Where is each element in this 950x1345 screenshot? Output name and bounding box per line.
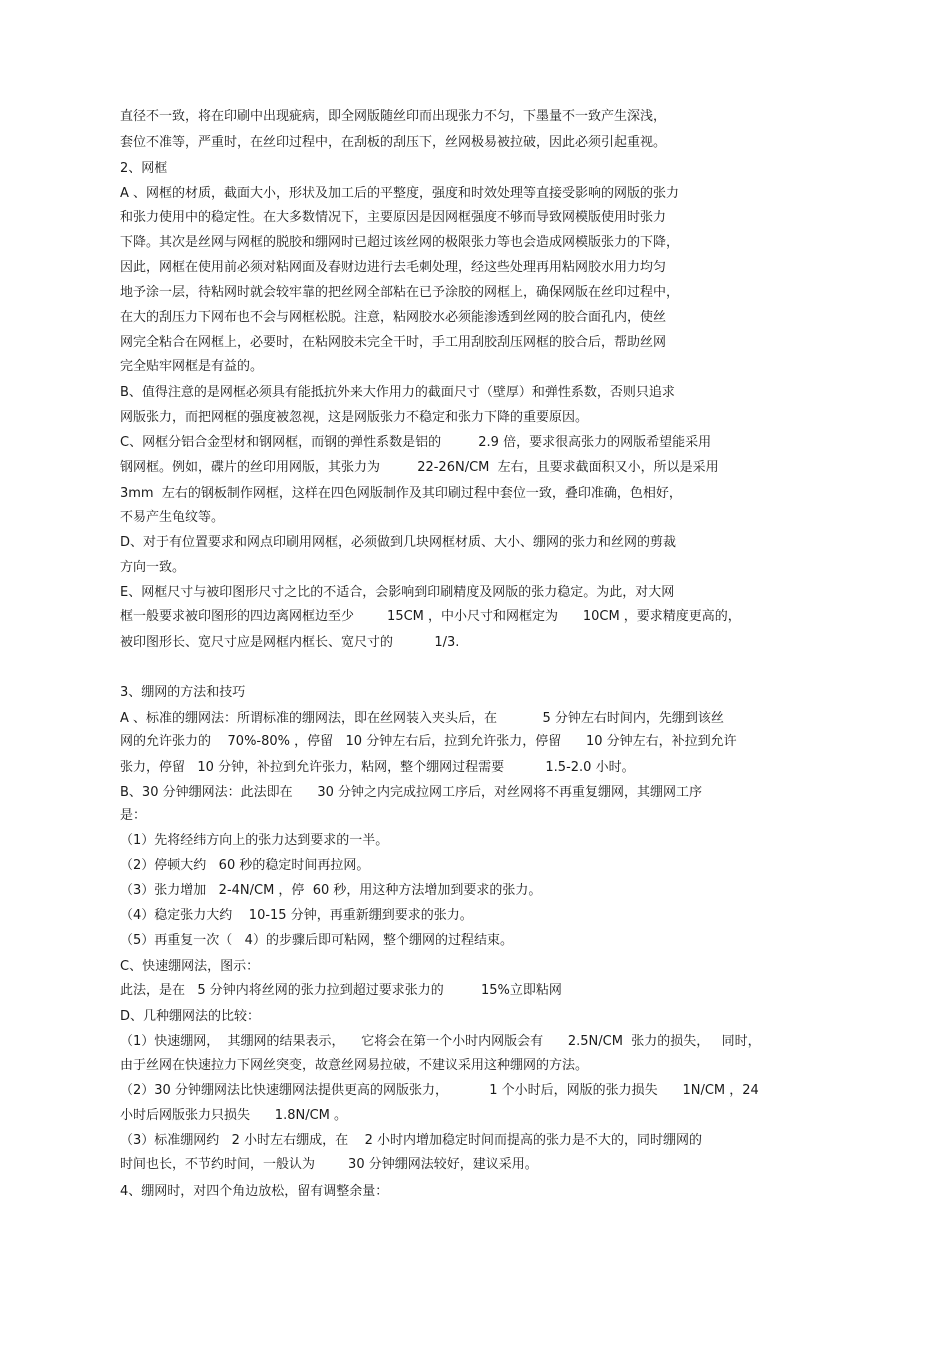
text-line: 3mm 左右的钢板制作网框，这样在四色网版制作及其印刷过程中套位一致，叠印准确，色相好， — [120, 486, 682, 501]
text-line: 不易产生龟纹等。 — [120, 510, 225, 525]
section-heading: 3、绷网的方法和技巧 — [120, 685, 246, 700]
list-item: （4）稳定张力大约 10-15 分钟，再重新绷到要求的张力。 — [120, 908, 473, 923]
section-heading: 2、网框 — [120, 161, 168, 176]
text-line: B、30 分钟绷网法：此法即在 30 分钟之内完成拉网工序后，对丝网将不再重复绷网，其绷网工序 — [120, 785, 703, 800]
text-line: 小时后网版张力只损失 1.8N/CM 。 — [120, 1108, 347, 1123]
list-item: （3）张力增加 2-4N/CM ，停 60 秒，用这种方法增加到要求的张力。 — [120, 883, 542, 898]
text-line: 网版张力，而把网框的强度被忽视，这是网版张力不稳定和张力下降的重要原因。 — [120, 410, 589, 425]
text-line: E、网框尺寸与被印图形尺寸之比的不适合，会影响到印刷精度及网版的张力稳定。为此，对大网 — [120, 585, 675, 600]
text-line: B、值得注意的是网框必须具有能抵抗外来大作用力的截面尺寸（壁厚）和弹性系数，否则只追求 — [120, 385, 675, 400]
text-line: 时间也长，不节约时间，一般认为 30 分钟绷网法较好，建议采用。 — [120, 1157, 538, 1172]
text-line: 和张力使用中的稳定性。在大多数情况下，主要原因是因网框强度不够而导致网模版使用时张力 — [120, 210, 667, 225]
text-line: 方向一致。 — [120, 560, 186, 575]
text-line: 框一般要求被印图形的四边离网框边至少 15CM ，中小尺寸和网框定为 10CM ，要求精度更高的， — [120, 609, 741, 624]
text-line: C、快速绷网法，图示： — [120, 959, 260, 974]
text-line: D、对于有位置要求和网点印刷用网框，必须做到几块网框材质、大小、绷网的张力和丝网的剪裁 — [120, 535, 677, 550]
text-line: 下降。其次是丝网与网框的脱胶和绷网时已超过该丝网的极限张力等也会造成网模版张力的下降， — [120, 235, 680, 250]
list-item: （1）快速绷网， 其绷网的结果表示， 它将会在第一个小时内网版会有 2.5N/CM 张力的损失， 同时， — [120, 1034, 761, 1049]
text-line: 网完全粘合在网框上，必要时，在粘网胶未完全干时，手工用刮胶刮压网框的胶合后，帮助丝网 — [120, 335, 667, 350]
text-line: 是： — [120, 808, 147, 823]
text-line: 直径不一致，将在印刷中出现疵病，即全网版随丝印而出现张力不匀，下墨量不一致产生深浅， — [120, 109, 667, 124]
text-line: 此法，是在 5 分钟内将丝网的张力拉到超过要求张力的 15%立即粘网 — [120, 983, 562, 998]
text-line: 套位不准等，严重时，在丝印过程中，在刮板的刮压下，丝网极易被拉破，因此必须引起重视。 — [120, 135, 667, 150]
section-heading: 4、绷网时，对四个角边放松，留有调整余量： — [120, 1184, 389, 1199]
text-line: C、网框分铝合金型材和钢网框，而钢的弹性系数是铝的 2.9 倍，要求很高张力的网版希望能采用 — [120, 435, 712, 450]
text-line: 网的允许张力的 70%-80% ，停留 10 分钟左右后，拉到允许张力，停留 10 分钟左右，补拉到允许 — [120, 734, 737, 749]
text-line: 地予涂一层，待粘网时就会较牢靠的把丝网全部粘在已予涂胶的网框上，确保网版在丝印过程中， — [120, 285, 680, 300]
text-line: 在大的刮压力下网布也不会与网框松脱。注意，粘网胶水必须能渗透到丝网的胶合面孔内，使丝 — [120, 310, 667, 325]
list-item: （5）再重复一次（ 4）的步骤后即可粘网，整个绷网的过程结束。 — [120, 933, 513, 948]
text-line: 张力，停留 10 分钟，补拉到允许张力，粘网，整个绷网过程需要 1.5-2.0 小时。 — [120, 760, 635, 775]
text-line: 被印图形长、宽尺寸应是网框内框长、宽尺寸的 1/3. — [120, 635, 460, 650]
list-item: （1）先将经纬方向上的张力达到要求的一半。 — [120, 833, 389, 848]
text-line: A 、网框的材质，截面大小，形状及加工后的平整度，强度和时效处理等直接受影响的网版的张力 — [120, 186, 680, 201]
text-line: 完全贴牢网框是有益的。 — [120, 359, 264, 374]
text-line: 由于丝网在快速拉力下网丝突变，故意丝网易拉破，不建议采用这种绷网的方法。 — [120, 1058, 589, 1073]
list-item: （2）停顿大约 60 秒的稳定时间再拉网。 — [120, 858, 370, 873]
list-item: （2）30 分钟绷网法比快速绷网法提供更高的网版张力， 1 个小时后，网版的张力损失 1N/CM ，24 — [120, 1083, 759, 1098]
list-item: （3）标准绷网约 2 小时左右绷成，在 2 小时内增加稳定时间而提高的张力是不大的，同时绷网的 — [120, 1133, 703, 1148]
text-line: 因此，网框在使用前必须对粘网面及春财边进行去毛刺处理，经这些处理再用粘网胶水用力均匀 — [120, 260, 667, 275]
text-line: D、几种绷网法的比较： — [120, 1009, 261, 1024]
text-line: A 、标准的绷网法：所谓标准的绷网法，即在丝网装入夹头后，在 5 分钟左右时间内，先绷到该丝 — [120, 711, 724, 726]
text-line: 钢网框。例如，碟片的丝印用网版，其张力为 22-26N/CM 左右，且要求截面积又小，所以是采用 — [120, 460, 719, 475]
